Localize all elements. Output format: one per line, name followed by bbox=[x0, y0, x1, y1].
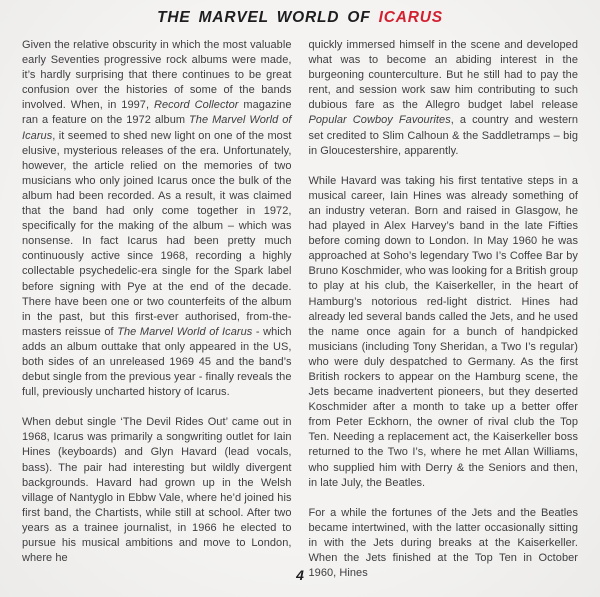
paragraph: While Havard was taking his first tentative steps in a musical career, Iain Hines was already something of an industry veteran. Born and raised in Glasgow, he had played in Alex Harvey’s band in the late Fifties before coming down to London. In May 1960 he was approached at Soho’s legendary Two I’s Coffee Bar by Bruno Koschmider, who was looking for a British group to play at his club, the Kaiserkeller, in the heart of Hamburg’s notorious red-light district. Hines had already led several bands called the Jets, and he used the name once again for a bunch of handpicked musicians (including Tony Sheridan, a Two I’s regular) who were duly despatched to Germany. As the first British rockers to appear on the Hamburg scene, the Jets became inadvertent pioneers, but they deserted Koschmider after a month to take up a better offer from Peter Eckhorn, the owner of rival club the Top Ten. Needing a replacement act, the Kaiserkeller boss returned to the Two I’s, where he met Allan Williams, who supplied him with Derry & the Seniors and then, in late July, the Beatles. bbox=[308, 174, 578, 489]
text-column-right bbox=[309, 38, 579, 596]
paragraph: When debut single ‘The Devil Rides Out’ came out in 1968, Icarus was primarily a songwriting outlet for Iain Hines (keyboards) and Glyn Havard (lead vocals, bass). The pair had interesting but wildly divergent backgrounds. Havard had grown up in the Welsh village of Nantyglo in Ebbw Vale, where he’d joined his first band, the Chartists, while still at school. After two years as a trainee journalist, in 1966 he elected to pursue his musical ambitions and move to London, where he bbox=[22, 416, 292, 565]
paragraph: Given the relative obscurity in which the most valuable early Seventies progressive rock albums were made, it’s hardly surprising that there continues to be great confusion over the histories of some of the bands involved. When, in 1997, Record Collector magazine ran a feature on the 1972 album The Marvel World of Icarus, it seemed to shed new light on one of the most elusive, mysterious releases of the era. Unfortunately, however, the article relied on the memories of two musicians who only joined Icarus once the bulk of the album had been recorded. As a result, it was claimed that the band had only come together in 1972, specifically for the making of the album – which was nonsense. In fact Icarus had been pretty much continuously active since 1968, recording a highly collectable psychedelic-era single for the Spark label before signing with Pye at the end of the decade. There have been one or two counterfeits of the album in the past, but this first-ever authorised, from-the-masters reissue of The Marvel World of Icarus - which adds an album outtake that only appeared in the US, both sides of an unreleased 1969 45 and the band’s debut single from the previous year - finally reveals the full, previously uncharted history of Icarus. bbox=[22, 39, 292, 399]
page-title-accent: ICARUS bbox=[378, 9, 443, 26]
paragraph: quickly immersed himself in the scene and developed what was to become an abiding interest in the burgeoning counterculture. But he still had to pay the rent, and session work saw him contributing to such dubious fare as the Allegro budget label release Popular Cowboy Favourites, a country and western set credited to Slim Calhoun & the Saddletramps – big in Gloucestershire, apparently. bbox=[308, 39, 578, 157]
page-number: 4 bbox=[296, 567, 304, 583]
page-footer bbox=[0, 567, 600, 585]
text-column-left bbox=[22, 38, 292, 596]
page-title-main: THE MARVEL WORLD OF bbox=[157, 9, 371, 26]
paragraph: For a while the fortunes of the Jets and the Beatles became intertwined, with the latter occasionally sitting in with the Jets during breaks at the Kaiserkeller. When the Jets finished at the Top Ten in October 1960, Hines bbox=[308, 506, 578, 580]
page-title bbox=[0, 0, 600, 27]
text-content bbox=[0, 27, 600, 596]
